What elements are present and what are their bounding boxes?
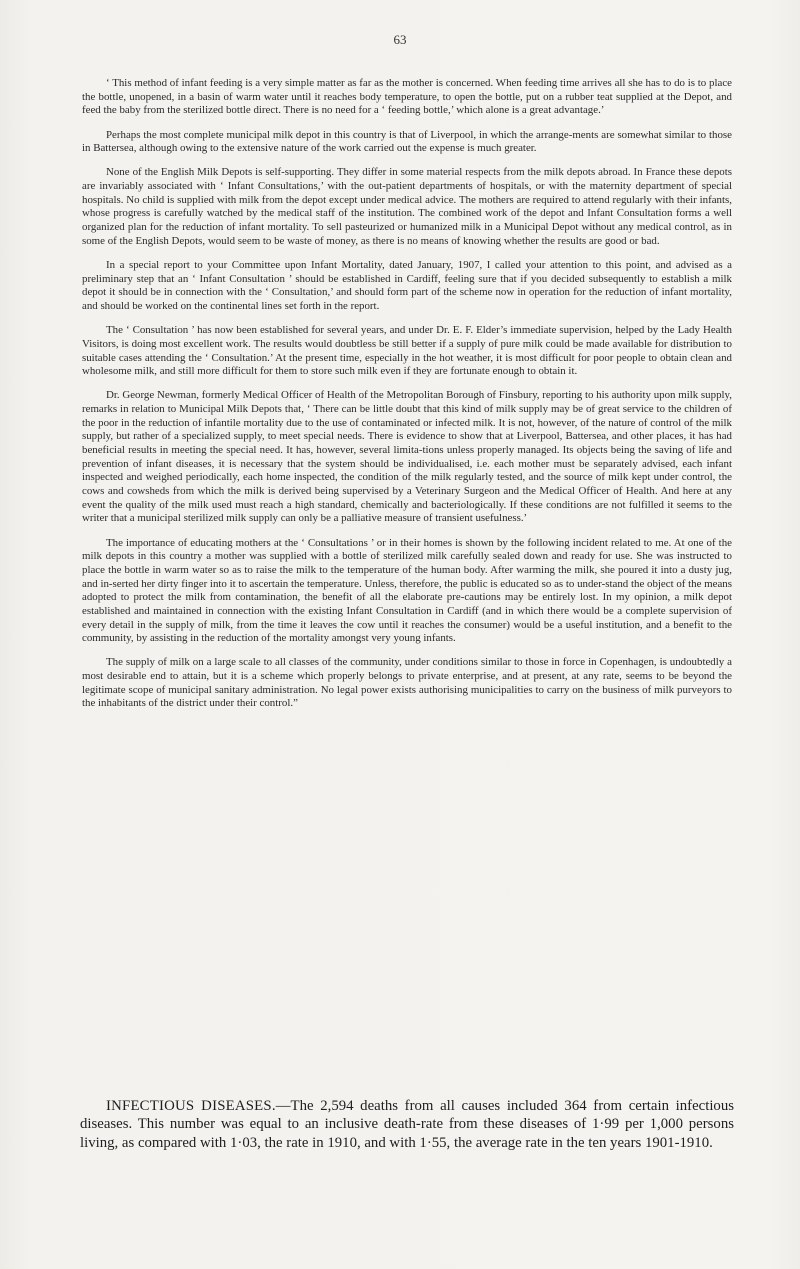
paragraph-english-depots: None of the English Milk Depots is self-supporting. They differ in some material respects from the milk depots abroad. In France these depots are invariably associated with ‘ Infant Consultations,’ with the out-patient departments of hospitals, or with the maternity department of special hospitals. No child is supplied with milk from the depot except under medical advice. The mothers are required to attend regularly with their infants, whose progress is carefully watched by the medical staff of the institution. The combined work of the depot and Infant Consultation forms a well organized plan for the reduction of infant mortality. To sell pasteurized or humanized milk in a Municipal Depot without any medical control, as in some of the English Depots, would seem to be waste of money, as there is no means of knowing whether the results are good or bad. [82, 166, 732, 247]
paragraph-educating-mothers: The importance of educating mothers at the ‘ Consultations ’ or in their homes is shown by the following incident related to me. At one of the milk depots in this country a mother was supplied with a bottle of sterilized milk carefully sealed down and ready for use. She was instructed to place the bottle in warm water so as to raise the milk to the temperature of the human body. After warming the milk, she poured it into a dusty jug, and in-serted her dirty finger into it to ascertain the temperature. Unless, therefore, the public is educated so as to under-stand the object of the means adopted to protect the milk from contamination, the benefit of all the elaborate pre-cautions may be entirely lost. In my opinion, a milk depot established and maintained in connection with the existing Infant Consultation in Cardiff (and in which there would be a complete supervision of every detail in the supply of milk, from the time it leaves the cow until it reaches the consumer) would be a useful institution, and a benefit to the community, by assisting in the reduction of the mortality amongst very young infants. [82, 536, 732, 645]
paragraph-consultation: The ‘ Consultation ’ has now been established for several years, and under Dr. E. F. Elder’s immediate supervision, helped by the Lady Health Visitors, is doing most excellent work. The results would doubtless be still better if a supply of pure milk could be made available for distribution to suitable cases attending the ‘ Consultation.’ At the present time, especially in the hot weather, it is most difficult for poor people to obtain clean and wholesome milk, and still more difficult for them to store such milk even if they are fortunate enough to obtain it. [82, 324, 732, 378]
section-heading: INFECTIOUS DISEASES. [106, 1098, 276, 1114]
paragraph-special-report: In a special report to your Committee upon Infant Mortality, dated January, 1907, I called your attention to this point, and advised as a preliminary step that an ‘ Infant Consultation ’ should be established in Cardiff, feeling sure that if you decided subsequently to establish a milk depot it should be in connection with the ‘ Consultation,’ and should form part of the scheme now in operation for the reduction of infant mortality, and should be worked on the continental lines set forth in the report. [82, 259, 732, 312]
paragraph-liverpool-depot: Perhaps the most complete municipal milk depot in this country is that of Liverpool, in which the arrange-ments are somewhat similar to those in Battersea, although owing to the extensive nature of the work carried out the expense is much greater. [82, 128, 732, 155]
page-number: 63 [393, 32, 407, 47]
infectious-diseases-section [80, 1097, 734, 1152]
section-body: —The 2,594 deaths from all causes included 364 from certain infectious diseases. This number was equal to an inclusive death-rate from these diseases of 1·99 per 1,000 persons living, as compared with 1·03, the rate in 1910, and with 1·55, the average rate in the ten years 1901-1910. [80, 1098, 734, 1151]
quoted-report-text [82, 77, 732, 722]
paragraph-newman-report: Dr. George Newman, formerly Medical Officer of Health of the Metropolitan Borough of Finsbury, reporting to his authority upon milk supply, remarks in relation to Municipal Milk Depots that, ‘ There can be little doubt that this kind of milk supply may be of great service to the children of the poor in the reduction of infantile mortality due to the use of contaminated or infected milk. It is not, however, of the nature of control of the milk supply, but rather of a specialized supply, to meet special needs. There is evidence to show that at Liverpool, Battersea, and other places, it has had beneficial results in meeting the special need. It has, however, several limita-tions unless properly managed. Its objects being the saving of life and prevention of infant diseases, it is necessary that the system should be individualised, i.e. each mother must be separately advised, each infant inspected and weighed periodically, each home inspected, the condition of the milk regularly tested, and the source of milk kept under control, the cows and cowsheds from which the milk is derived being supervised by a Veterinary Surgeon and the Medical Officer of Health. And here at any event the quality of the milk used must reach a high standard, chemically and bacteriologically. If these conditions are not fulfilled it seems to the writer that a municipal sterilized milk supply can only be a palliative measure of transient usefulness.’ [82, 389, 732, 525]
paragraph-copenhagen-supply: The supply of milk on a large scale to all classes of the community, under conditions similar to those in force in Copenhagen, is undoubtedly a most desirable end to attain, but it is a scheme which properly belongs to private enterprise, and at present, at any rate, seems to be beyond the legitimate scope of municipal sanitary administration. No legal power exists authorising municipalities to carry on the business of milk purveyors to the inhabitants of the district under their control.” [82, 656, 732, 710]
paragraph-feeding-method: ‘ This method of infant feeding is a very simple matter as far as the mother is concerned. When feeding time arrives all she has to do is to place the bottle, unopened, in a basin of warm water until it reaches body temperature, to open the bottle, put on a rubber teat supplied at the Depot, and feed the baby from the sterilized bottle direct. There is no need for a ‘ feeding bottle,’ which alone is a great advantage.’ [82, 77, 732, 117]
